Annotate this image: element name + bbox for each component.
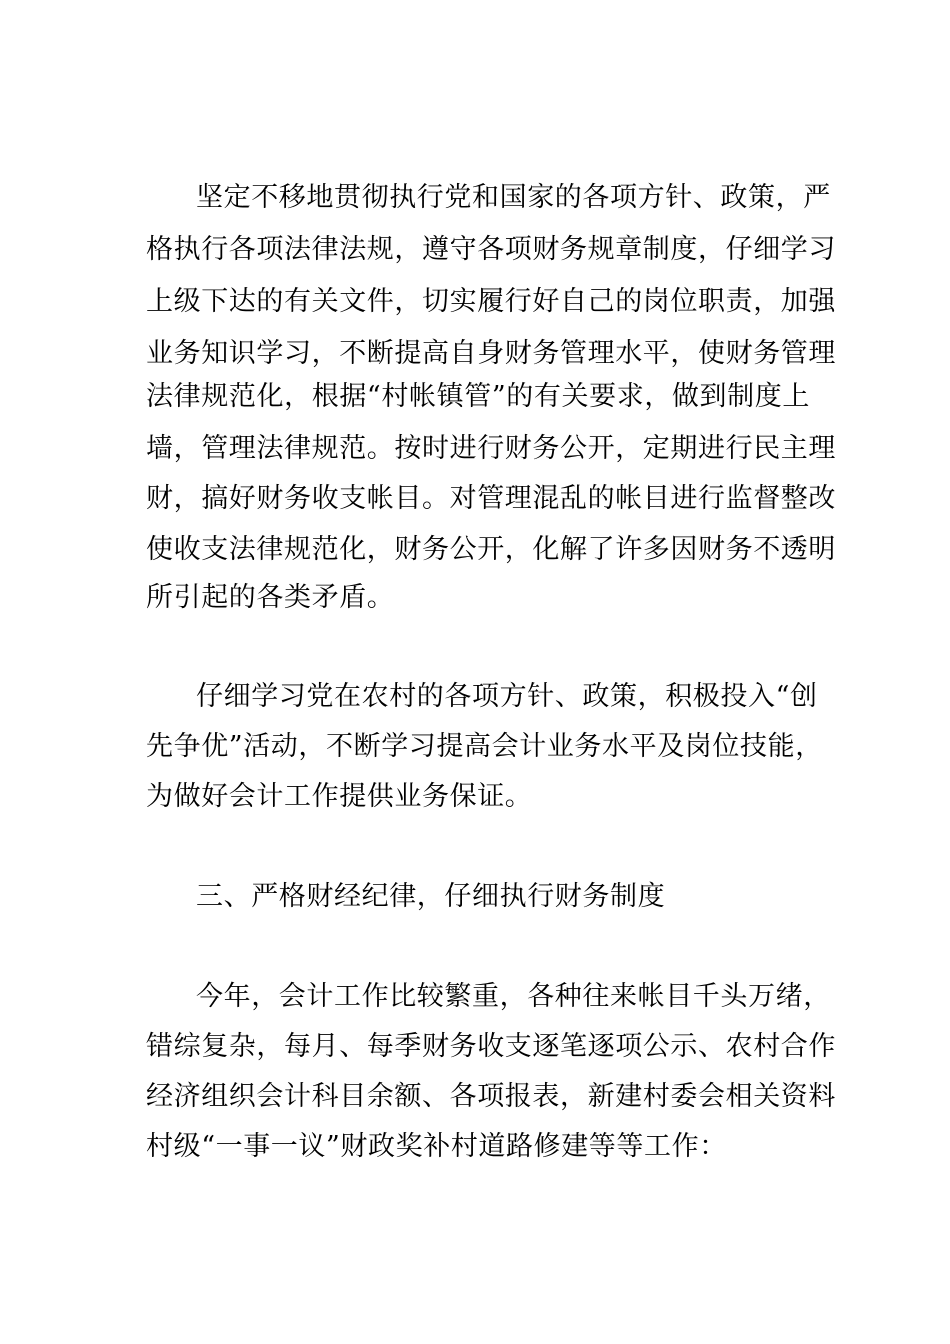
text-line: 村级“一事一议”财政奖补村道路修建等等工作： <box>146 1131 727 1162</box>
text-line: 法律规范化，根据“村帐镇管”的有关要求，做到制度上 <box>146 381 810 412</box>
text-line: 财，搞好财务收支帐目。对管理混乱的帐目进行监督整改 <box>146 483 836 514</box>
text-line: 错综复杂，每月、每季财务收支逐笔逐项公示、农村合作 <box>146 1031 836 1062</box>
text-line: 经济组织会计科目余额、各项报表，新建村委会相关资料 <box>146 1081 836 1112</box>
text-line: 上级下达的有关文件，切实履行好自己的岗位职责，加强 <box>146 286 836 317</box>
text-line: 今年，会计工作比较繁重，各种往来帐目千头万绪， <box>196 981 831 1012</box>
text-line: 格执行各项法律法规，遵守各项财务规章制度，仔细学习 <box>146 234 836 265</box>
text-line: 使收支法律规范化，财务公开，化解了许多因财务不透明 <box>146 534 836 565</box>
text-line: 先争优”活动，不断学习提高会计业务水平及岗位技能， <box>146 731 823 762</box>
heading-text: 三、严格财经纪律，仔细执行财务制度 <box>196 881 666 912</box>
text-line: 仔细学习党在农村的各项方针、政策，积极投入“创 <box>196 681 818 712</box>
text-line: 墙，管理法律规范。按时进行财务公开，定期进行民主理 <box>146 433 836 464</box>
text-line: 业务知识学习，不断提高自身财务管理水平，使财务管理 <box>146 338 836 369</box>
text-line: 坚定不移地贯彻执行党和国家的各项方针、政策，严 <box>196 182 831 213</box>
text-line: 为做好会计工作提供业务保证。 <box>146 781 533 812</box>
text-line: 所引起的各类矛盾。 <box>146 582 395 613</box>
